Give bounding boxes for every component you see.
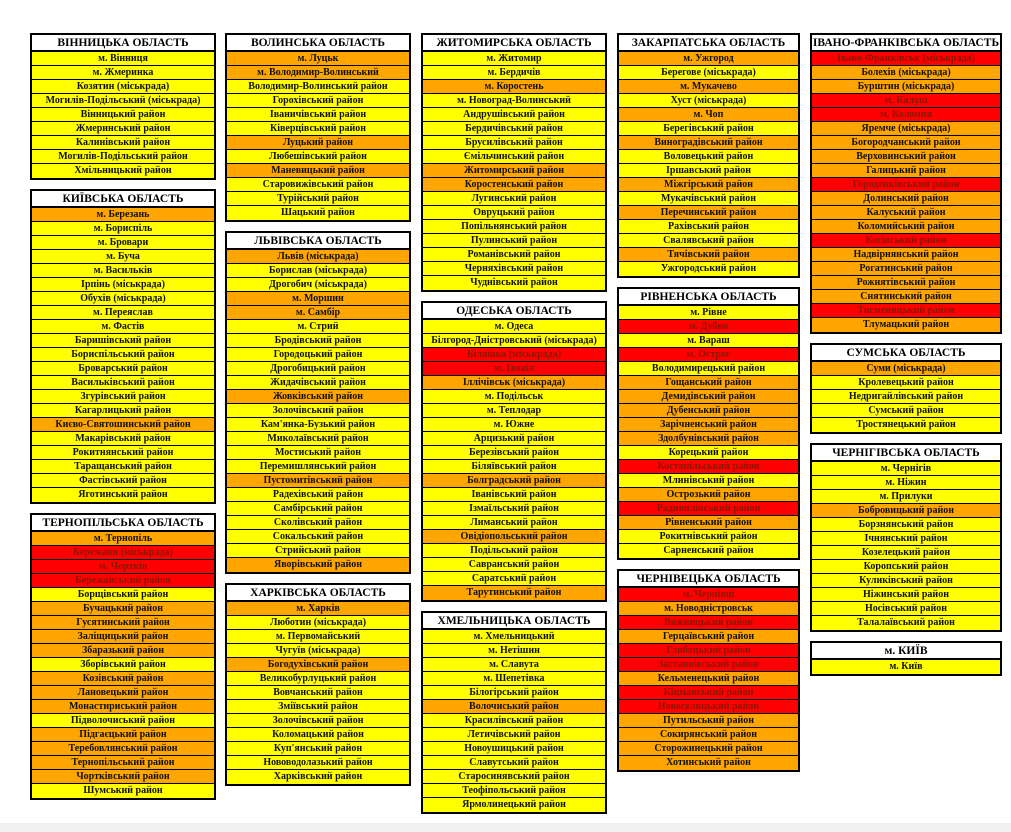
oblast-table: [421, 301, 607, 602]
district-row: Ізмаїльський район: [423, 502, 605, 516]
oblast-table: [810, 443, 1002, 632]
district-row: Рокитнянський район: [32, 446, 214, 460]
district-row: Лановецький район: [32, 686, 214, 700]
district-row: Калуський район: [812, 206, 1000, 220]
district-row: Новоселицький район: [619, 700, 798, 714]
oblast-title: ЖИТОМИРСЬКА ОБЛАСТЬ: [423, 35, 605, 52]
district-row: Берегове (міськрада): [619, 66, 798, 80]
district-row: Дрогобич (міськрада): [227, 278, 409, 292]
district-row: Макарівський район: [32, 432, 214, 446]
oblast-table: [225, 231, 411, 574]
district-row: м. Київ: [812, 660, 1000, 674]
district-row: Володимирецький район: [619, 362, 798, 376]
district-row: Бориспільський район: [32, 348, 214, 362]
district-row: Люботин (міськрада): [227, 616, 409, 630]
oblast-table: [225, 33, 411, 222]
district-row: Жовківський район: [227, 390, 409, 404]
district-row: Долинський район: [812, 192, 1000, 206]
oblast-table: [810, 343, 1002, 434]
district-row: Сокальський район: [227, 530, 409, 544]
district-row: м. Стрий: [227, 320, 409, 334]
district-row: Вовчанський район: [227, 686, 409, 700]
district-row: Радехівський район: [227, 488, 409, 502]
district-row: Радивилівський район: [619, 502, 798, 516]
district-row: Ніжинський район: [812, 588, 1000, 602]
district-row: Ірпінь (міськрада): [32, 278, 214, 292]
district-row: Чуднівський район: [423, 276, 605, 290]
district-row: Золочівський район: [227, 714, 409, 728]
district-row: Міжгірський район: [619, 178, 798, 192]
district-row: м. Коростень: [423, 80, 605, 94]
district-row: м. Самбір: [227, 306, 409, 320]
oblast-table: [421, 33, 607, 292]
district-row: м. Ніжин: [812, 476, 1000, 490]
district-row: Зборівський район: [32, 658, 214, 672]
district-row: Борислав (міськрада): [227, 264, 409, 278]
district-row: м. Новоград-Волинський: [423, 94, 605, 108]
district-row: Харківський район: [227, 770, 409, 784]
district-row: Бережанський район: [32, 574, 214, 588]
district-row: Берегівський район: [619, 122, 798, 136]
district-row: м. Володимир-Волинський: [227, 66, 409, 80]
district-row: Гощанський район: [619, 376, 798, 390]
district-row: Глибоцький район: [619, 644, 798, 658]
district-row: Герцаївський район: [619, 630, 798, 644]
district-row: м. Калуш: [812, 94, 1000, 108]
district-row: Коломийський район: [812, 220, 1000, 234]
district-row: Славутський район: [423, 756, 605, 770]
oblast-board: [30, 33, 1002, 823]
column-5: [810, 33, 1002, 823]
district-row: Фастівський район: [32, 474, 214, 488]
oblast-table: [617, 33, 800, 278]
district-row: Подільський район: [423, 544, 605, 558]
district-row: Савранський район: [423, 558, 605, 572]
district-row: Овруцький район: [423, 206, 605, 220]
district-row: Іршавський район: [619, 164, 798, 178]
district-row: Кам'янка-Бузький район: [227, 418, 409, 432]
district-row: Шацький район: [227, 206, 409, 220]
district-row: Васильківський район: [32, 376, 214, 390]
oblast-title: РІВНЕНСЬКА ОБЛАСТЬ: [619, 289, 798, 306]
district-row: Золочівський район: [227, 404, 409, 418]
district-row: Рокитнівський район: [619, 530, 798, 544]
district-row: Бобровицький район: [812, 504, 1000, 518]
district-row: Богородчанський район: [812, 136, 1000, 150]
oblast-title: ВІННИЦЬКА ОБЛАСТЬ: [32, 35, 214, 52]
oblast-title: ЗАКАРПАТСЬКА ОБЛАСТЬ: [619, 35, 798, 52]
district-row: Могилів-Подільський (міськрада): [32, 94, 214, 108]
district-row: м. Прилуки: [812, 490, 1000, 504]
district-row: м. Харків: [227, 602, 409, 616]
district-row: Хмільницький район: [32, 164, 214, 178]
district-row: Тарутинський район: [423, 586, 605, 600]
district-row: Млинівський район: [619, 474, 798, 488]
district-row: Воловецький район: [619, 150, 798, 164]
district-row: Козелецький район: [812, 546, 1000, 560]
district-row: Чортківський район: [32, 770, 214, 784]
district-row: Куп'янський район: [227, 742, 409, 756]
district-row: Рахівський район: [619, 220, 798, 234]
district-row: Обухів (міськрада): [32, 292, 214, 306]
district-row: м. Острог: [619, 348, 798, 362]
district-row: м. Жмеринка: [32, 66, 214, 80]
oblast-title: м. КИЇВ: [812, 643, 1000, 660]
district-row: Борщівський район: [32, 588, 214, 602]
district-row: Старовижівський район: [227, 178, 409, 192]
district-row: Броварський район: [32, 362, 214, 376]
district-row: м. Одеса: [423, 320, 605, 334]
district-row: м. Вінниця: [32, 52, 214, 66]
district-row: Рогатинський район: [812, 262, 1000, 276]
district-row: Бердичівський район: [423, 122, 605, 136]
oblast-title: ЧЕРНІВЕЦЬКА ОБЛАСТЬ: [619, 571, 798, 588]
district-row: Коропський район: [812, 560, 1000, 574]
oblast-table: [30, 33, 216, 180]
district-row: Волочиський район: [423, 700, 605, 714]
district-row: м. Нетішин: [423, 644, 605, 658]
district-row: Андрушівський район: [423, 108, 605, 122]
district-row: Попільнянський район: [423, 220, 605, 234]
district-row: Бучацький район: [32, 602, 214, 616]
oblast-title: ТЕРНОПІЛЬСЬКА ОБЛАСТЬ: [32, 515, 214, 532]
district-row: Біляївка (міськрада): [423, 348, 605, 362]
district-row: Стрийський район: [227, 544, 409, 558]
district-row: Тлумацький район: [812, 318, 1000, 332]
column-1: [30, 33, 216, 823]
district-row: Романівський район: [423, 248, 605, 262]
district-row: Коломацький район: [227, 728, 409, 742]
district-row: Ємільчинський район: [423, 150, 605, 164]
district-row: Чугуїв (міськрада): [227, 644, 409, 658]
oblast-table: [810, 641, 1002, 676]
district-row: Рожнятівський район: [812, 276, 1000, 290]
district-row: м. Житомир: [423, 52, 605, 66]
district-row: Львів (міськрада): [227, 250, 409, 264]
district-row: м. Новодністровськ: [619, 602, 798, 616]
district-row: Великобурлуцький район: [227, 672, 409, 686]
district-row: Підволочиський район: [32, 714, 214, 728]
district-row: Хотинський район: [619, 756, 798, 770]
district-row: Городоцький район: [227, 348, 409, 362]
district-row: м. Переяслав: [32, 306, 214, 320]
district-row: Суми (міськрада): [812, 362, 1000, 376]
oblast-title: ЧЕРНІГІВСЬКА ОБЛАСТЬ: [812, 445, 1000, 462]
district-row: Перечинський район: [619, 206, 798, 220]
district-row: Турійський район: [227, 192, 409, 206]
district-row: Коростенський район: [423, 178, 605, 192]
district-row: Калинівський район: [32, 136, 214, 150]
district-row: Козівський район: [32, 672, 214, 686]
district-row: Свалявський район: [619, 234, 798, 248]
district-row: Рівненський район: [619, 516, 798, 530]
district-row: Зміївський район: [227, 700, 409, 714]
column-2: [225, 33, 411, 823]
oblast-table: [617, 287, 800, 560]
district-row: м. Первомайський: [227, 630, 409, 644]
district-row: м. Луцьк: [227, 52, 409, 66]
district-row: м. Коломия: [812, 108, 1000, 122]
district-row: Косівський район: [812, 234, 1000, 248]
district-row: Луцький район: [227, 136, 409, 150]
district-row: Біляївський район: [423, 460, 605, 474]
district-row: Теребовлянський район: [32, 742, 214, 756]
district-row: м. Дубно: [619, 320, 798, 334]
district-row: Летичівський район: [423, 728, 605, 742]
district-row: Могилів-Подільський район: [32, 150, 214, 164]
column-3: [421, 33, 607, 823]
district-row: Овідіопольський район: [423, 530, 605, 544]
district-row: Тячівський район: [619, 248, 798, 262]
district-row: м. Вараш: [619, 334, 798, 348]
district-row: м. Тернопіль: [32, 532, 214, 546]
district-row: Тисменицький район: [812, 304, 1000, 318]
district-row: Старосинявський район: [423, 770, 605, 784]
district-row: м. Березань: [32, 208, 214, 222]
district-row: м. Моршин: [227, 292, 409, 306]
district-row: Галицький район: [812, 164, 1000, 178]
district-row: Новоушицький район: [423, 742, 605, 756]
district-row: Заставнівський район: [619, 658, 798, 672]
district-row: Вінницький район: [32, 108, 214, 122]
district-row: Теофіпольський район: [423, 784, 605, 798]
district-row: Демидівський район: [619, 390, 798, 404]
district-row: м. Бровари: [32, 236, 214, 250]
district-row: Хуст (міськрада): [619, 94, 798, 108]
district-row: м. Чортків: [32, 560, 214, 574]
district-row: Шумський район: [32, 784, 214, 798]
district-row: Надвірнянський район: [812, 248, 1000, 262]
district-row: Верховинський район: [812, 150, 1000, 164]
district-row: Бережани (міськрада): [32, 546, 214, 560]
district-row: Арцизький район: [423, 432, 605, 446]
district-row: Вижницький район: [619, 616, 798, 630]
district-row: Сумський район: [812, 404, 1000, 418]
district-row: Кролевецький район: [812, 376, 1000, 390]
district-row: Носівський район: [812, 602, 1000, 616]
district-row: м. Васильків: [32, 264, 214, 278]
oblast-title: ХМЕЛЬНИЦЬКА ОБЛАСТЬ: [423, 613, 605, 630]
district-row: Бродівський район: [227, 334, 409, 348]
oblast-table: [225, 583, 411, 786]
oblast-title: ХАРКІВСЬКА ОБЛАСТЬ: [227, 585, 409, 602]
oblast-title: ЛЬВІВСЬКА ОБЛАСТЬ: [227, 233, 409, 250]
district-row: Красилівський район: [423, 714, 605, 728]
district-row: Володимир-Волинський район: [227, 80, 409, 94]
column-4: [617, 33, 800, 823]
district-row: Черняхівський район: [423, 262, 605, 276]
district-row: Іваничівський район: [227, 108, 409, 122]
oblast-table: [30, 189, 216, 504]
district-row: Городенківський район: [812, 178, 1000, 192]
district-row: Путильський район: [619, 714, 798, 728]
district-row: м. Бориспіль: [32, 222, 214, 236]
district-row: Підгаєцький район: [32, 728, 214, 742]
district-row: Жмеринський район: [32, 122, 214, 136]
district-row: Таращанський район: [32, 460, 214, 474]
district-row: м. Рівне: [619, 306, 798, 320]
district-row: Березівський район: [423, 446, 605, 460]
district-row: м. Чернівці: [619, 588, 798, 602]
district-row: Куликівський район: [812, 574, 1000, 588]
district-row: Болехів (міськрада): [812, 66, 1000, 80]
district-row: Бурштин (міськрада): [812, 80, 1000, 94]
oblast-title: ВОЛИНСЬКА ОБЛАСТЬ: [227, 35, 409, 52]
district-row: Богодухівський район: [227, 658, 409, 672]
district-row: м. Хмельницький: [423, 630, 605, 644]
district-row: Тернопільський район: [32, 756, 214, 770]
district-row: Здолбунівський район: [619, 432, 798, 446]
district-row: Згурівський район: [32, 390, 214, 404]
district-row: Збаразький район: [32, 644, 214, 658]
district-row: Перемишлянський район: [227, 460, 409, 474]
district-row: Миколаївський район: [227, 432, 409, 446]
district-row: м. Ужгород: [619, 52, 798, 66]
district-row: Сторожинецький район: [619, 742, 798, 756]
district-row: м. Теплодар: [423, 404, 605, 418]
district-row: Саратський район: [423, 572, 605, 586]
district-row: Яготинський район: [32, 488, 214, 502]
district-row: Дрогобицький район: [227, 362, 409, 376]
district-row: Дубенський район: [619, 404, 798, 418]
district-row: Жидачівський район: [227, 376, 409, 390]
district-row: Сарненський район: [619, 544, 798, 558]
district-row: м. Шепетівка: [423, 672, 605, 686]
district-row: Недригайлівський район: [812, 390, 1000, 404]
district-row: Сокирянський район: [619, 728, 798, 742]
district-row: Самбірський район: [227, 502, 409, 516]
oblast-table: [421, 611, 607, 814]
oblast-table: [30, 513, 216, 800]
district-row: Острозький район: [619, 488, 798, 502]
district-row: м. Фастів: [32, 320, 214, 334]
district-row: Зарічненський район: [619, 418, 798, 432]
district-row: Білгород-Дністровський (міськрада): [423, 334, 605, 348]
district-row: м. Славута: [423, 658, 605, 672]
oblast-title: ОДЕСЬКА ОБЛАСТЬ: [423, 303, 605, 320]
district-row: Кіцманський район: [619, 686, 798, 700]
oblast-title: КИЇВСЬКА ОБЛАСТЬ: [32, 191, 214, 208]
district-row: Талалаївський район: [812, 616, 1000, 630]
district-row: м. Мукачево: [619, 80, 798, 94]
district-row: Лиманський район: [423, 516, 605, 530]
district-row: Ківерцівський район: [227, 122, 409, 136]
district-row: Брусилівський район: [423, 136, 605, 150]
oblast-title: ІВАНО-ФРАНКІВСЬКА ОБЛАСТЬ: [812, 35, 1000, 52]
district-row: Кагарлицький район: [32, 404, 214, 418]
page-edge: [0, 823, 1011, 832]
district-row: Яремче (міськрада): [812, 122, 1000, 136]
oblast-table: [617, 569, 800, 772]
district-row: Снятинський район: [812, 290, 1000, 304]
district-row: Нововодолазький район: [227, 756, 409, 770]
district-row: Борзнянський район: [812, 518, 1000, 532]
district-row: Пустомитівський район: [227, 474, 409, 488]
district-row: м. Южне: [423, 418, 605, 432]
district-row: Баришівський район: [32, 334, 214, 348]
district-row: Виноградівський район: [619, 136, 798, 150]
district-row: Івано-Франківськ (міськрада): [812, 52, 1000, 66]
district-row: м. Чоп: [619, 108, 798, 122]
oblast-title: СУМСЬКА ОБЛАСТЬ: [812, 345, 1000, 362]
district-row: Ярмолинецький район: [423, 798, 605, 812]
district-row: Ужгородський район: [619, 262, 798, 276]
district-row: Любешівський район: [227, 150, 409, 164]
district-row: Білогірський район: [423, 686, 605, 700]
district-row: м. Бердичів: [423, 66, 605, 80]
district-row: Іванівський район: [423, 488, 605, 502]
district-row: Гусятинський район: [32, 616, 214, 630]
district-row: Лугинський район: [423, 192, 605, 206]
district-row: Сколівський район: [227, 516, 409, 530]
district-row: Києво-Святошинський район: [32, 418, 214, 432]
district-row: Болградський район: [423, 474, 605, 488]
district-row: Маневицький район: [227, 164, 409, 178]
district-row: Ічнянський район: [812, 532, 1000, 546]
district-row: Іллічівськ (міськрада): [423, 376, 605, 390]
district-row: Заліщицький район: [32, 630, 214, 644]
district-row: м. Чернігів: [812, 462, 1000, 476]
district-row: м. Подільськ: [423, 390, 605, 404]
district-row: Корецький район: [619, 446, 798, 460]
district-row: Горохівський район: [227, 94, 409, 108]
district-row: Яворівський район: [227, 558, 409, 572]
district-row: Мостиський район: [227, 446, 409, 460]
district-row: Пулинський район: [423, 234, 605, 248]
district-row: Козятин (міськрада): [32, 80, 214, 94]
district-row: Монастириський район: [32, 700, 214, 714]
district-row: Житомирський район: [423, 164, 605, 178]
district-row: Кельменецький район: [619, 672, 798, 686]
district-row: Мукачівський район: [619, 192, 798, 206]
district-row: Костопільський район: [619, 460, 798, 474]
district-row: Тростянецький район: [812, 418, 1000, 432]
oblast-table: [810, 33, 1002, 334]
district-row: м. Буча: [32, 250, 214, 264]
district-row: м. Ізмаїл: [423, 362, 605, 376]
